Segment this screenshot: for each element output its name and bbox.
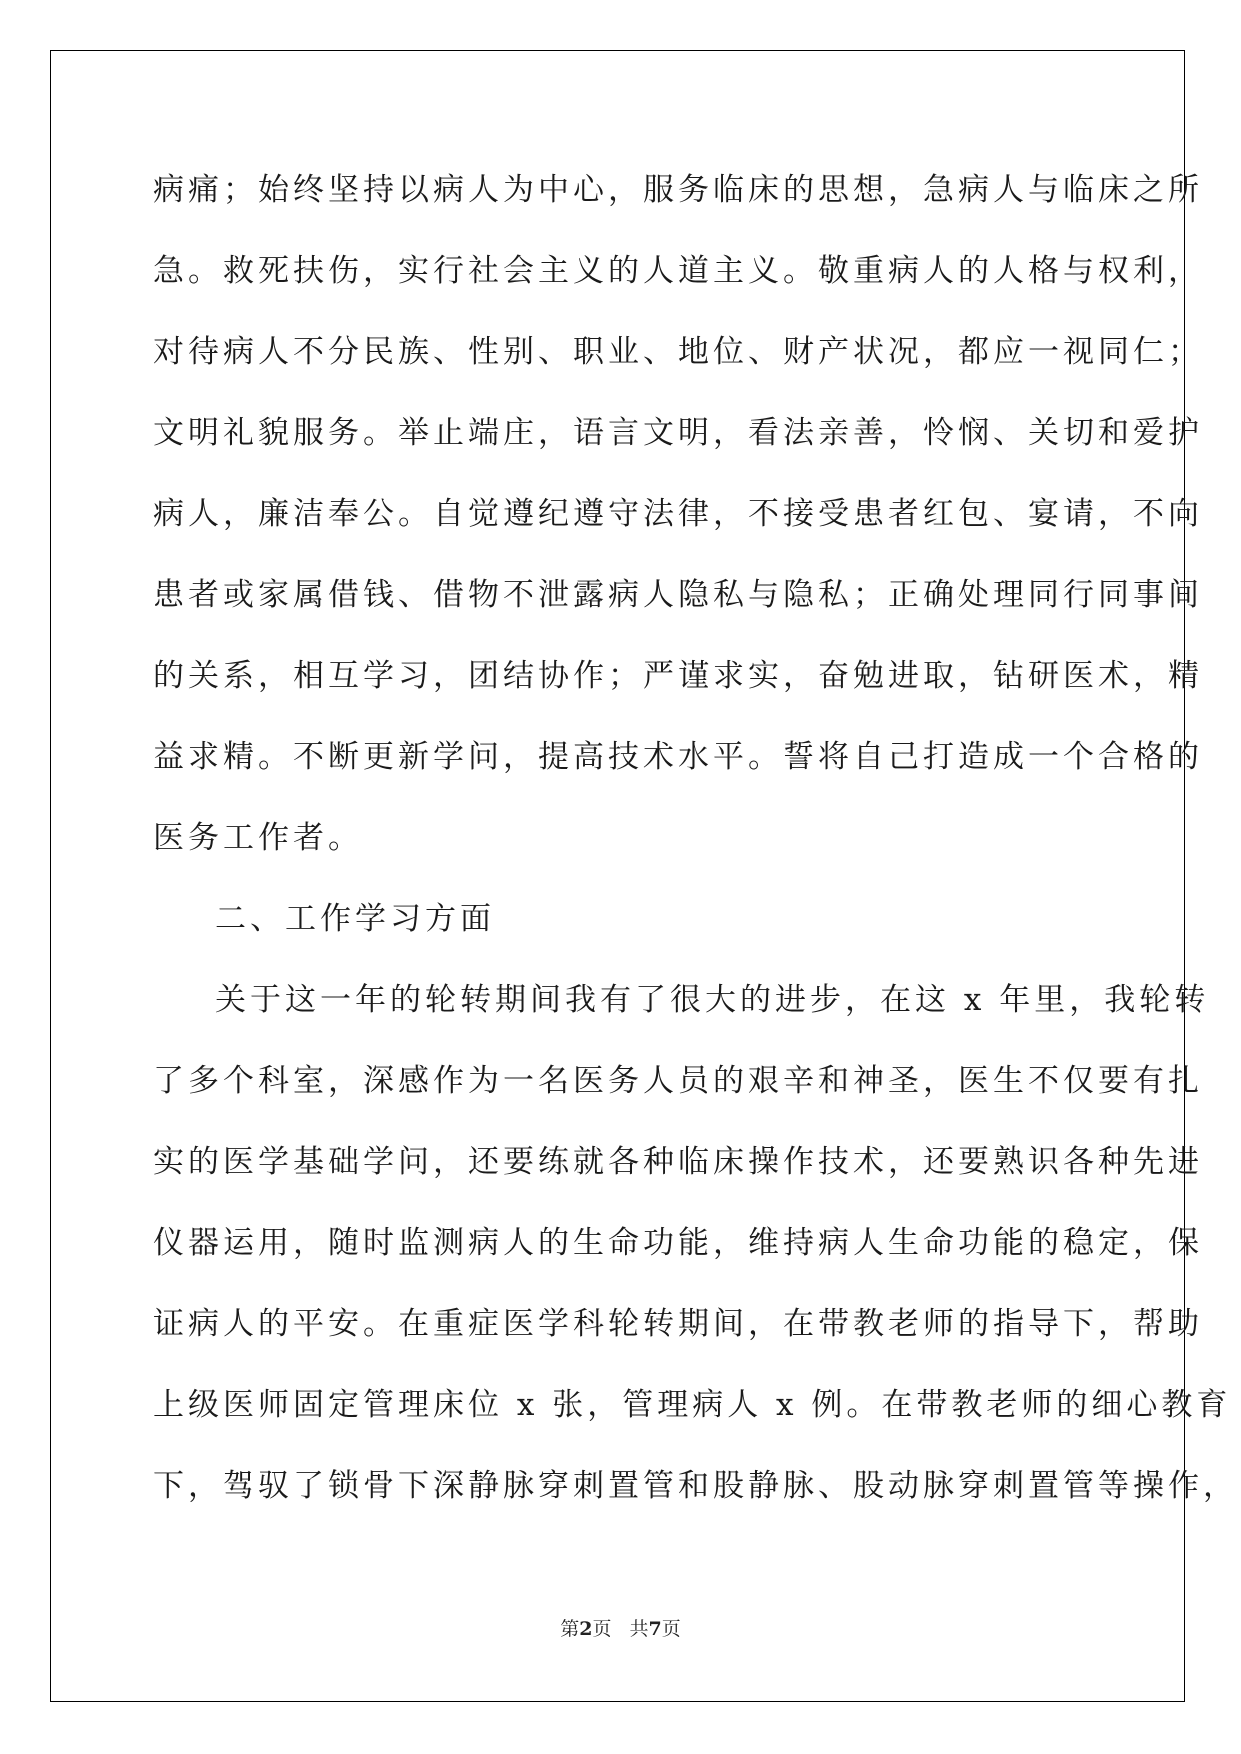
body-line: 了多个科室，深感作为一名医务人员的艰辛和神圣，医生不仅要有扎	[153, 1063, 1203, 1099]
page-total: 7	[648, 1618, 662, 1640]
body-line: 仪器运用，随时监测病人的生命功能，维持病人生命功能的稳定，保	[153, 1225, 1203, 1261]
body-line: 下，驾驭了锁骨下深静脉穿刺置管和股静脉、股动脉穿刺置管等操作，	[153, 1468, 1238, 1504]
total-suffix: 页	[661, 1618, 681, 1640]
body-line: 医务工作者。	[153, 820, 363, 856]
body-line: 益求精。不断更新学问，提高技术水平。誓将自己打造成一个合格的	[153, 739, 1203, 775]
total-prefix: 共	[629, 1618, 649, 1640]
body-line: 病痛；始终坚持以病人为中心，服务临床的思想，急病人与临床之所	[153, 172, 1203, 208]
page-prefix: 第	[560, 1618, 580, 1640]
body-line: 病人，廉洁奉公。自觉遵纪遵守法律，不接受患者红包、宴请，不向	[153, 496, 1203, 532]
body-line: 文明礼貌服务。举止端庄，语言文明，看法亲善，怜悯、关切和爱护	[153, 415, 1203, 451]
body-line: 关于这一年的轮转期间我有了很大的进步，在这 x 年里，我轮转	[215, 982, 1210, 1018]
page-footer	[0, 1614, 1241, 1641]
body-line: 急。救死扶伤，实行社会主义的人道主义。敬重病人的人格与权利，	[153, 253, 1203, 289]
body-line: 患者或家属借钱、借物不泄露病人隐私与隐私；正确处理同行同事间	[153, 577, 1203, 613]
section-heading: 二、工作学习方面	[215, 901, 495, 937]
body-line: 的关系，相互学习，团结协作；严谨求实，奋勉进取，钻研医术，精	[153, 658, 1203, 694]
body-line: 上级医师固定管理床位 x 张，管理病人 x 例。在带教老师的细心教育	[153, 1387, 1232, 1423]
body-line: 证病人的平安。在重症医学科轮转期间，在带教老师的指导下，帮助	[153, 1306, 1203, 1342]
body-line: 实的医学基础学问，还要练就各种临床操作技术，还要熟识各种先进	[153, 1144, 1203, 1180]
page-suffix: 页	[592, 1618, 612, 1640]
body-line: 对待病人不分民族、性别、职业、地位、财产状况，都应一视同仁；	[153, 334, 1203, 370]
document-body	[153, 165, 1238, 1542]
page-number: 2	[579, 1618, 593, 1640]
